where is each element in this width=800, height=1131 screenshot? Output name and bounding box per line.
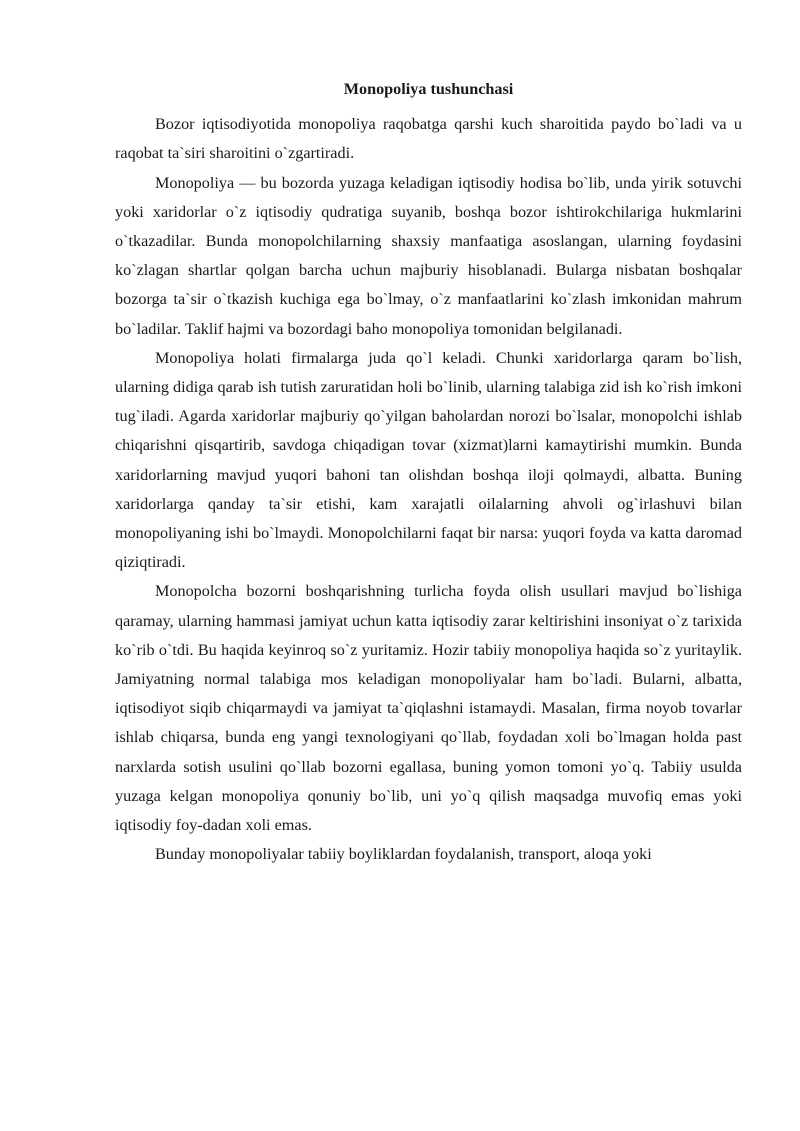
paragraph-2: Monopoliya — bu bozorda yuzaga keladigan iqtisodiy hodisa bo`lib, unda yirik sotuvchi yoki xaridorlar o`z iqtisodiy qudratiga suyanib, boshqa bozor ishtirokchilariga hukmlarini o`tkazadilar. Bunda monopolchilarning shaxsiy manfaatiga asoslangan, ularning foydasini ko`zlagan shartlar qolgan barcha uchun majburiy hisoblanadi. Bularga nisbatan boshqalar bozorga ta`sir o`tkazish kuchiga ega bo`lmay, o`z manfaatlarini ko`zlash imkonidan mahrum bo`ladilar. Taklif hajmi va bozordagi baho monopoliya tomonidan belgilanadi. (115, 173, 742, 338)
document-body (115, 75, 742, 869)
document-title: Monopoliya tushunchasi (343, 80, 514, 98)
paragraph-4: Monopolcha bozorni boshqarishning turlicha foyda olish usullari mavjud bo`lishiga qaramay, ularning hammasi jamiyat uchun katta iqtisodiy zarar keltirishini insoniyat o`z tarixida ko`rib o`tdi. Bu haqida keyinroq so`z yuritamiz. Hozir tabiiy monopoliya haqida so`z yuritaylik. Jamiyatning normal talabiga mos keladigan monopoliyalar ham bo`ladi. Bularni, albatta, iqtisodiyot siqib chiqarmaydi va jamiyat ta`qiqlashni istamaydi. Masalan, firma noyob tovarlar ishlab chiqarsa, bunda eng yangi texnologiyani qo`llab, foydadan xoli bo`lmagan holda past narxlarda sotish usulini qo`llab bozorni egallasa, buning yomon tomoni yo`q. Tabiiy usulda yuzaga kelgan monopoliya qonuniy bo`lib, uni yo`q qilish maqsadga muvofiq emas yoki iqtisodiy foy-dadan xoli emas. (115, 582, 742, 835)
paragraph-3: Monopoliya holati firmalarga juda qo`l keladi. Chunki xaridorlarga qaram bo`lish, ularning didiga qarab ish tutish zaruratidan holi bo`linib, ularning talabiga zid ish ko`rish imkoni tug`iladi. Agarda xaridorlar majburiy qo`yilgan baholardan norozi bo`lsalar, monopolchi ishlab chiqarishni qisqartirib, savdoga chiqadigan tovar (xizmat)larni kamaytirishi mumkin. Bunda xaridorlarning mavjud yuqori bahoni tan olishdan boshqa iloji qolmaydi, albatta. Buning xaridorlarga qanday ta`sir etishi, kam xarajatli oilalarning ahvoli og`irlashuvi bilan monopoliyaning ishi bo`lmaydi. Monopolchilarni faqat bir narsa: yuqori foyda va katta daromad qiziqtiradi. (115, 348, 742, 572)
paragraph-5: Bunday monopoliyalar tabiiy boyliklardan foydalanish, transport, aloqa yoki (155, 845, 652, 864)
paragraph-1: Bozor iqtisodiyotida monopoliya raqobatga qarshi kuch sharoitida paydo bo`ladi va u raqobat ta`siri sharoitini o`zgartiradi. (115, 115, 742, 163)
